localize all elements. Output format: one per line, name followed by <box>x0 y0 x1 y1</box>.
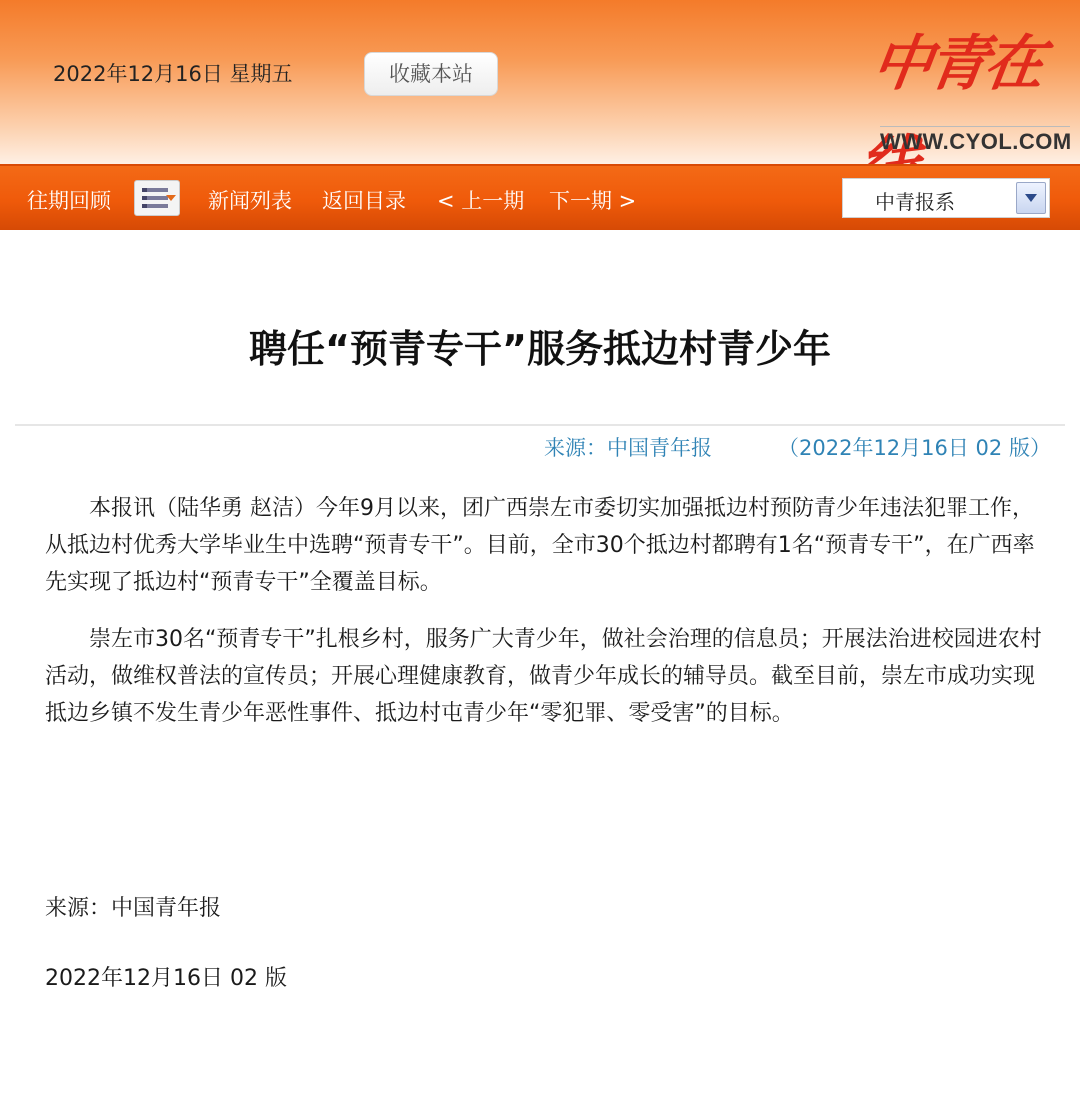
newspaper-select[interactable] <box>842 178 1050 218</box>
nav-prev-issue[interactable]: < 上一期 <box>437 189 525 213</box>
current-date: 2022年12月16日 星期五 <box>53 62 293 86</box>
footer-date: 2022年12月16日 02 版 <box>45 966 287 991</box>
nav-back-issues[interactable]: 往期回顾 <box>27 189 111 213</box>
article-paragraph: 本报讯（陆华勇 赵洁）今年9月以来，团广西崇左市委切实加强抵边村预防青少年违法犯罪工作，从抵边村优秀大学毕业生中选聘“预青专干”。目前，全市30个抵边村都聘有1名“预青专干”，在广西率先实现了抵边村“预青专干”全覆盖目标。 <box>45 496 1035 595</box>
dropdown-arrow-icon <box>166 195 176 201</box>
nav-return-toc[interactable]: 返回目录 <box>322 189 406 213</box>
footer-source: 来源：中国青年报 <box>45 896 222 921</box>
newspaper-select-value: 中青报系 <box>875 190 955 214</box>
logo-calligraphy: 中青在线 <box>867 29 1046 99</box>
article-body <box>45 490 1055 752</box>
article-date-edition: （2022年12月16日 02 版） <box>778 436 1051 460</box>
list-menu-icon[interactable] <box>134 180 180 216</box>
nav-news-list[interactable]: 新闻列表 <box>208 189 292 213</box>
page-header <box>0 0 1080 168</box>
article-paragraph: 崇左市30名“预青专干”扎根乡村，服务广大青少年，做社会治理的信息员；开展法治进校园进农村活动，做维权普法的宣传员；开展心理健康教育，做青少年成长的辅导员。截至目前，崇左市成功实现抵边乡镇不发生青少年恶性事件、抵边村屯青少年“零犯罪、零受害”的目标。 <box>45 627 1042 726</box>
chevron-down-icon[interactable] <box>1016 182 1046 214</box>
article-title: 聘任“预青专干”服务抵边村青少年 <box>249 327 831 371</box>
article-source: 来源：中国青年报 <box>544 436 712 460</box>
title-divider <box>15 424 1065 426</box>
nav-bar <box>0 164 1080 230</box>
bookmark-site-button[interactable]: 收藏本站 <box>364 52 498 96</box>
logo-url: WWW.CYOL.COM <box>880 126 1070 156</box>
nav-next-issue[interactable]: 下一期 > <box>549 189 637 213</box>
cyol-logo[interactable] <box>867 14 1072 158</box>
